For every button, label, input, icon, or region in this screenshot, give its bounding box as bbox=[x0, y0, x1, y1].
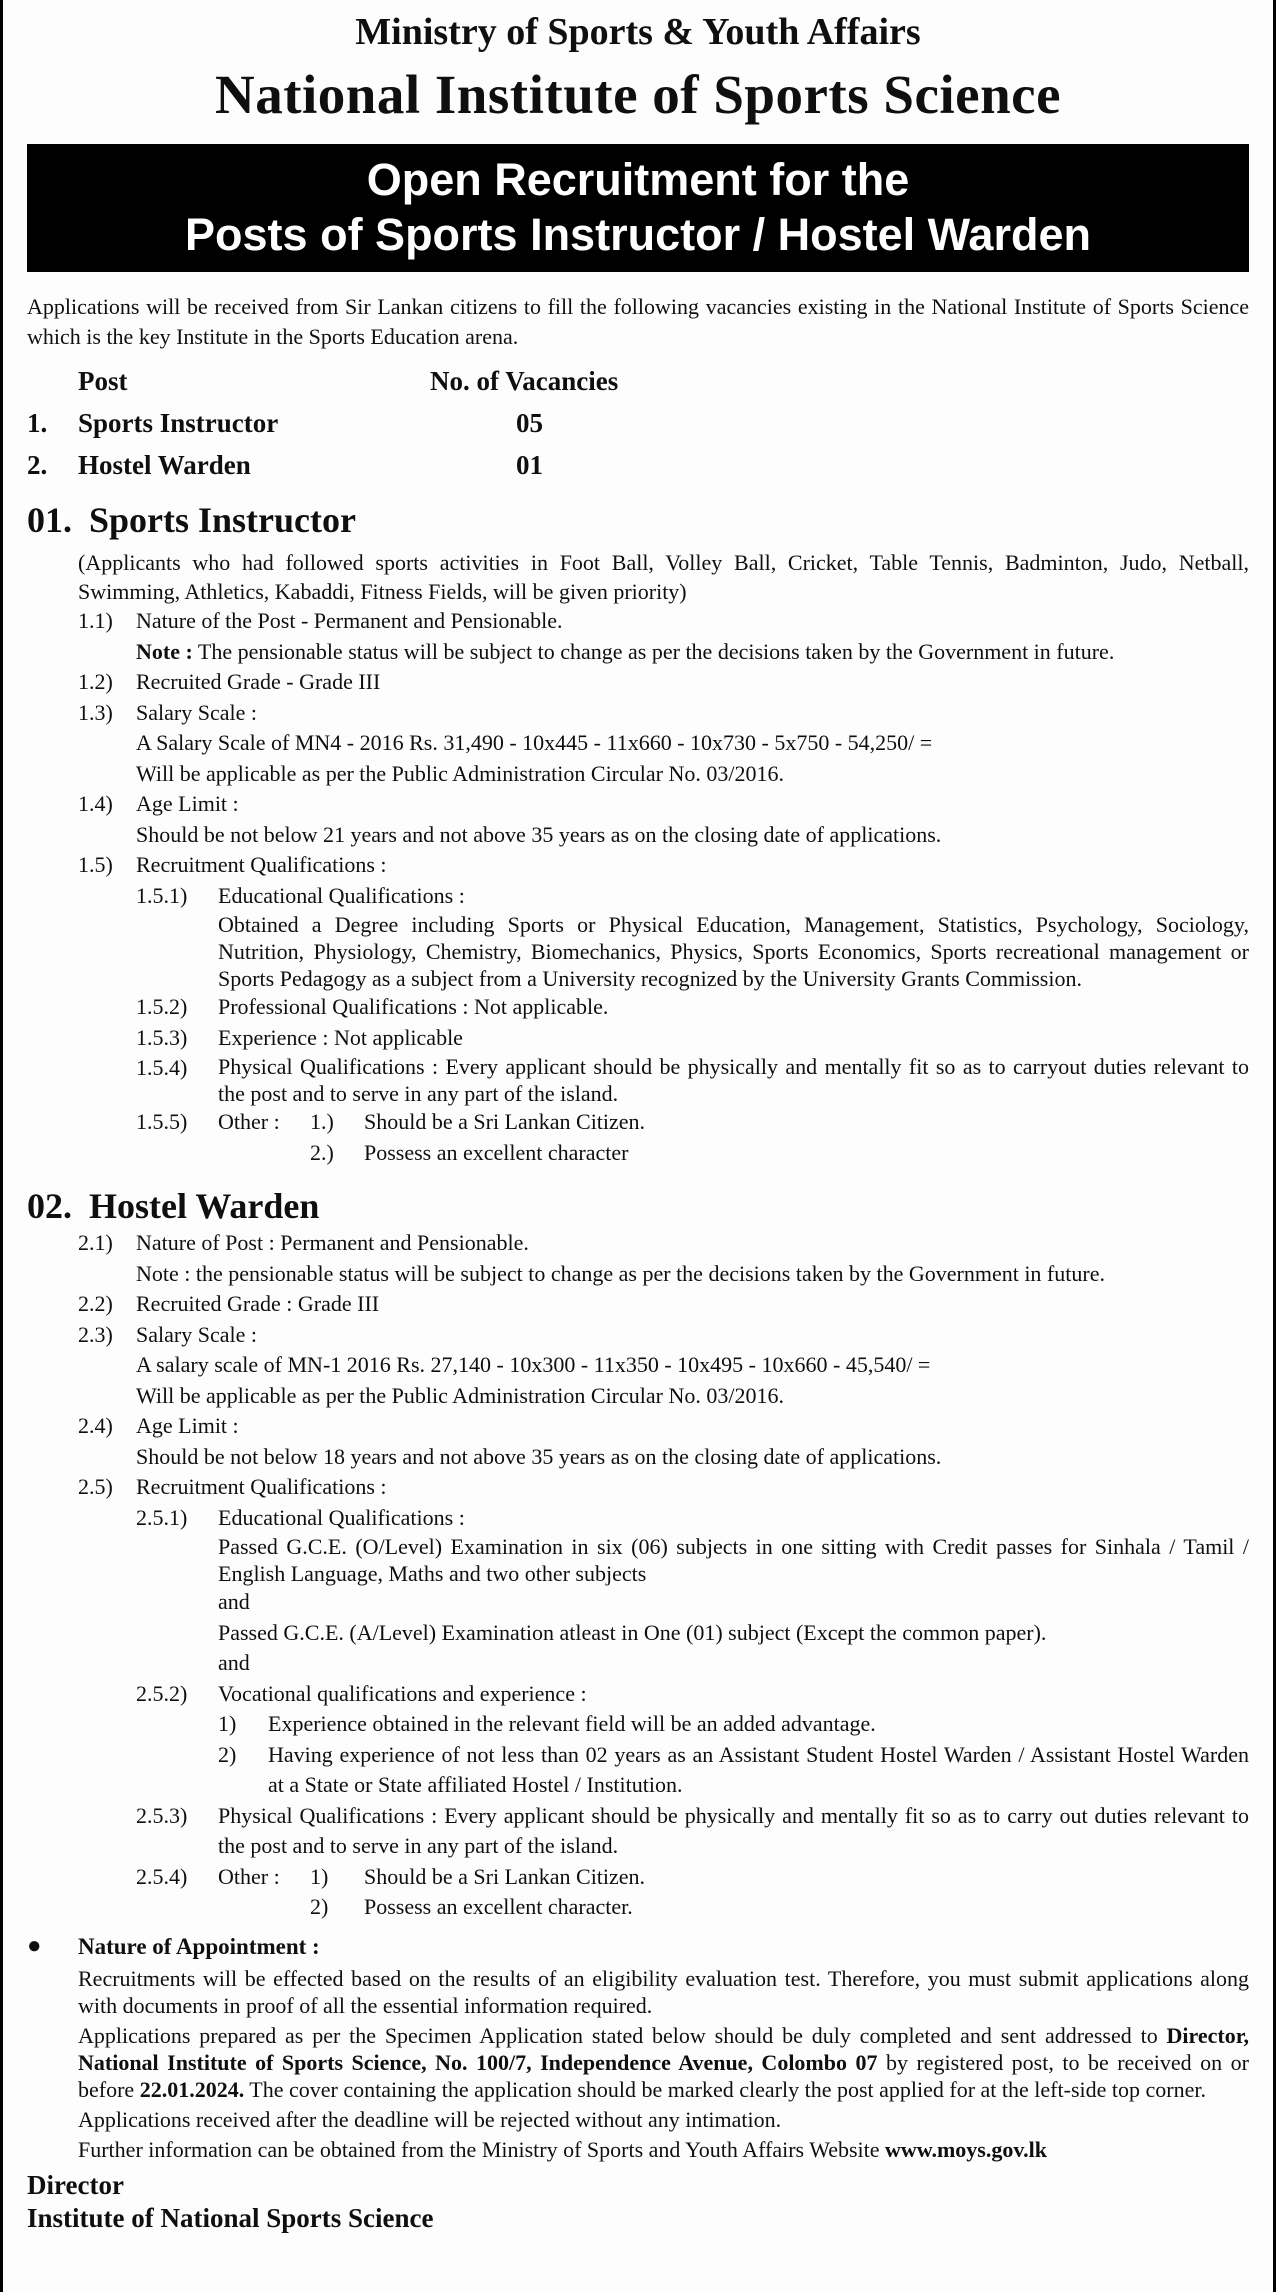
and-connector: and bbox=[218, 1650, 250, 1675]
salary-scale-line: A Salary Scale of MN4 - 2016 Rs. 31,490 - 10x445 - 11x660 - 10x730 - 5x750 - 54,250/ = bbox=[136, 730, 933, 755]
table-row bbox=[27, 406, 1249, 440]
banner-line-2: Posts of Sports Instructor / Hostel Warden bbox=[185, 209, 1091, 260]
item-text: Experience : Not applicable bbox=[218, 1024, 463, 1050]
item-text: Physical Qualifications : Every applicant should be physically and mentally fit so as to carryout duties relevant to the post and to serve in any part of the island. bbox=[218, 1054, 1249, 1106]
bullet-icon: ● bbox=[27, 1932, 42, 1959]
option-text: Experience obtained in the relevant field will be an added advantage. bbox=[268, 1711, 876, 1736]
vacancy-table-header bbox=[27, 364, 1249, 398]
list-item bbox=[27, 667, 1249, 698]
circular-line: Will be applicable as per the Public Administration Circular No. 03/2016. bbox=[136, 760, 784, 786]
banner-line-1: Open Recruitment for the bbox=[366, 154, 910, 205]
item-text: Nature of Post : Permanent and Pensionable. bbox=[136, 1230, 529, 1255]
option-text: Should be a Sri Lankan Citizen. bbox=[364, 1109, 646, 1134]
section-number: 02. bbox=[27, 1186, 72, 1226]
vocational-option-row bbox=[218, 1740, 1249, 1801]
other-label: Other : bbox=[218, 1109, 280, 1134]
option-number: 1) bbox=[310, 1863, 329, 1889]
age-limit-line: Should be not below 18 years and not above 35 years as on the closing date of applications. bbox=[136, 1443, 942, 1469]
intro-paragraph: Applications will be received from Sir Lankan citizens to fill the following vacancies existing in the National Institute of Sports Science which is the key Institute in the Sports Education arena. bbox=[27, 294, 1249, 349]
list-item bbox=[27, 850, 1249, 881]
item-text: Nature of the Post - Permanent and Pensionable. bbox=[136, 608, 563, 633]
section-2-heading bbox=[27, 1184, 1249, 1228]
item-text: Age Limit : bbox=[136, 791, 239, 816]
option-number: 1) bbox=[218, 1711, 237, 1736]
item-number: 2.5.3) bbox=[136, 1802, 188, 1828]
vacancies-column-header: No. of Vacancies bbox=[430, 366, 619, 396]
note-label: Note : bbox=[136, 638, 193, 664]
item-number: 1.2) bbox=[78, 669, 113, 694]
sub-item bbox=[27, 1801, 1249, 1862]
educational-qualifications-text: Obtained a Degree including Sports or Physical Education, Management, Statistics, Psychology, Sociology, Nutrition, Physiology, Chemistry, Biomechanics, Physics, Sports Economics, Sports recreational management or Sports Pedagogy as a subject from a University recognized by the University Grants Commission. bbox=[218, 912, 1249, 991]
sub-item bbox=[27, 992, 1249, 1023]
item-continuation bbox=[27, 1442, 1249, 1473]
item-text: Physical Qualifications : Every applicant should be physically and mentally fit so as to carry out duties relevant to the post and to serve in any part of the island. bbox=[218, 1802, 1249, 1858]
item-number: 1.5.3) bbox=[136, 1024, 188, 1050]
vacancy-table bbox=[27, 364, 1249, 482]
sub-item bbox=[27, 1107, 1249, 1168]
list-item bbox=[27, 698, 1249, 729]
post-name: Hostel Warden bbox=[78, 450, 251, 480]
option-number: 2.) bbox=[310, 1139, 334, 1165]
section-1-heading bbox=[27, 498, 1249, 542]
item-continuation bbox=[27, 1350, 1249, 1381]
other-option-row bbox=[218, 1107, 1249, 1138]
appointment-paragraph: Applications prepared as per the Specimen Application stated below should be duly completed and sent addressed to Director, National Institute of Sports Science, No. 100/7, Independence Avenue, Colombo 07 by registered post, to be received on or before 22.01.2024. The cover containing the application should be marked clearly the post applied for at the left-side top corner. bbox=[78, 2022, 1249, 2102]
appointment-paragraph: Recruitments will be effected based on the results of an eligibility evaluation test. Therefore, you must submit applications along with documents in proof of all the essential information required. bbox=[78, 1965, 1249, 2018]
item-number: 2.5.2) bbox=[136, 1680, 188, 1706]
item-number: 2.3) bbox=[78, 1321, 113, 1347]
option-text: Having experience of not less than 02 years as an Assistant Student Hostel Warden / Assistant Hostel Warden at a State or State affiliated Hostel / Institution. bbox=[268, 1741, 1249, 1797]
other-option-row bbox=[218, 1862, 1249, 1893]
option-number: 2) bbox=[218, 1741, 237, 1767]
list-item bbox=[27, 1411, 1249, 1442]
other-option-row bbox=[218, 1138, 1249, 1169]
item-text: Salary Scale : bbox=[136, 699, 257, 725]
item-text: Recruited Grade - Grade III bbox=[136, 669, 381, 694]
option-text: Should be a Sri Lankan Citizen. bbox=[364, 1863, 646, 1889]
appointment-heading-text: Nature of Appointment : bbox=[78, 1933, 320, 1959]
appointment-section-heading bbox=[27, 1931, 1249, 1962]
signature-block bbox=[27, 2169, 1249, 2235]
section-title: Sports Instructor bbox=[89, 500, 356, 540]
note-line bbox=[27, 1259, 1249, 1290]
sub-item bbox=[27, 1862, 1249, 1923]
option-number: 1.) bbox=[310, 1109, 334, 1134]
vacancy-count: 01 bbox=[516, 450, 543, 480]
item-number: 1.4) bbox=[78, 791, 113, 816]
option-number: 2) bbox=[310, 1894, 329, 1919]
header-spacer bbox=[27, 364, 78, 398]
item-text: Recruitment Qualifications : bbox=[136, 852, 387, 877]
item-number: 2.4) bbox=[78, 1413, 113, 1438]
section-number: 01. bbox=[27, 500, 72, 540]
list-item bbox=[27, 1320, 1249, 1351]
appointment-paragraph: Further information can be obtained from the Ministry of Sports and Youth Affairs Website www.moys.gov.lk bbox=[78, 2136, 1048, 2162]
row-number: 2. bbox=[27, 450, 48, 480]
item-number: 1.3) bbox=[78, 699, 113, 725]
item-text: Recruitment Qualifications : bbox=[136, 1474, 387, 1499]
signatory-title: Director bbox=[27, 2169, 124, 2200]
ministry-title: Ministry of Sports & Youth Affairs bbox=[355, 11, 921, 53]
item-text: Age Limit : bbox=[136, 1413, 239, 1438]
row-number: 1. bbox=[27, 408, 48, 438]
sub-item bbox=[27, 1023, 1249, 1054]
appointment-paragraph: Applications received after the deadline will be rejected without any intimation. bbox=[78, 2106, 782, 2132]
option-text: Possess an excellent character bbox=[364, 1139, 629, 1165]
item-number: 2.5) bbox=[78, 1474, 113, 1499]
item-number: 2.2) bbox=[78, 1291, 113, 1316]
item-number: 1.5.4) bbox=[136, 1055, 188, 1080]
al-exam-text: Passed G.C.E. (A/Level) Examination atleast in One (01) subject (Except the common paper). bbox=[218, 1619, 1047, 1645]
item-text: Vocational qualifications and experience : bbox=[218, 1680, 587, 1706]
vacancy-count: 05 bbox=[516, 408, 543, 438]
other-option-row bbox=[218, 1892, 1249, 1923]
item-number: 1.5.5) bbox=[136, 1109, 188, 1134]
note-text: The pensionable status will be subject to change as per the decisions taken by the Government in future. bbox=[192, 638, 1115, 664]
item-text: Recruited Grade : Grade III bbox=[136, 1291, 380, 1316]
institute-title: National Institute of Sports Science bbox=[214, 64, 1062, 125]
item-text: Educational Qualifications : bbox=[218, 1504, 465, 1530]
sub-item-paragraph bbox=[27, 1533, 1249, 1679]
item-text: Professional Qualifications : Not applicable. bbox=[218, 994, 609, 1019]
deadline-date: 22.01.2024. bbox=[139, 2076, 245, 2102]
sub-item bbox=[27, 881, 1249, 912]
post-column-header: Post bbox=[78, 366, 128, 396]
item-number: 1.5.1) bbox=[136, 882, 188, 908]
item-continuation bbox=[27, 1381, 1249, 1412]
sub-item bbox=[27, 1503, 1249, 1534]
item-number: 2.5.1) bbox=[136, 1504, 188, 1530]
circular-line: Will be applicable as per the Public Administration Circular No. 03/2016. bbox=[136, 1382, 784, 1408]
website-url: www.moys.gov.lk bbox=[885, 2136, 1048, 2162]
item-text: Salary Scale : bbox=[136, 1321, 257, 1347]
other-label: Other : bbox=[218, 1863, 280, 1889]
list-item bbox=[27, 1289, 1249, 1320]
ol-exam-text: Passed G.C.E. (O/Level) Examination in six (06) subjects in one sitting with Credit passes for Sinhala / Tamil / English Language, Maths and two other subjects bbox=[218, 1534, 1249, 1586]
sub-item bbox=[27, 1679, 1249, 1801]
item-number: 2.1) bbox=[78, 1230, 113, 1255]
vocational-option-row bbox=[218, 1709, 1249, 1740]
list-item bbox=[27, 789, 1249, 820]
address-bold: Director, National Institute of Sports Science, No. 100/7, Independence Avenue, Colombo 07 bbox=[78, 2022, 1249, 2075]
age-limit-line: Should be not below 21 years and not above 35 years as on the closing date of applications. bbox=[136, 821, 942, 847]
list-item bbox=[27, 1472, 1249, 1503]
item-text: Educational Qualifications : bbox=[218, 882, 465, 908]
recruitment-banner bbox=[27, 144, 1249, 272]
and-connector: and bbox=[218, 1589, 250, 1614]
item-number: 1.5.2) bbox=[136, 994, 188, 1019]
sub-item-paragraph bbox=[27, 911, 1249, 992]
option-text: Possess an excellent character. bbox=[364, 1894, 633, 1919]
item-continuation bbox=[27, 820, 1249, 851]
section-title: Hostel Warden bbox=[89, 1186, 320, 1226]
list-item bbox=[27, 1228, 1249, 1259]
table-row bbox=[27, 448, 1249, 482]
list-item bbox=[27, 606, 1249, 637]
signatory-institute: Institute of National Sports Science bbox=[27, 2202, 434, 2233]
item-number: 2.5.4) bbox=[136, 1863, 188, 1889]
note-line bbox=[27, 637, 1249, 668]
salary-scale-line: A salary scale of MN-1 2016 Rs. 27,140 - 10x300 - 11x350 - 10x495 - 10x660 - 45,540/ = bbox=[136, 1352, 931, 1377]
post-name: Sports Instructor bbox=[78, 408, 279, 438]
item-number: 1.5) bbox=[78, 852, 113, 877]
item-continuation bbox=[27, 759, 1249, 790]
item-continuation bbox=[27, 728, 1249, 759]
priority-note: (Applicants who had followed sports activities in Foot Ball, Volley Ball, Cricket, Table Tennis, Badminton, Judo, Netball, Swimming, Athletics, Kabaddi, Fitness Fields, will be given priority) bbox=[78, 550, 1249, 604]
sub-item bbox=[27, 1053, 1249, 1107]
item-number: 1.1) bbox=[78, 608, 113, 633]
note-text: Note : the pensionable status will be subject to change as per the decisions taken by the Government in future. bbox=[136, 1260, 1105, 1286]
